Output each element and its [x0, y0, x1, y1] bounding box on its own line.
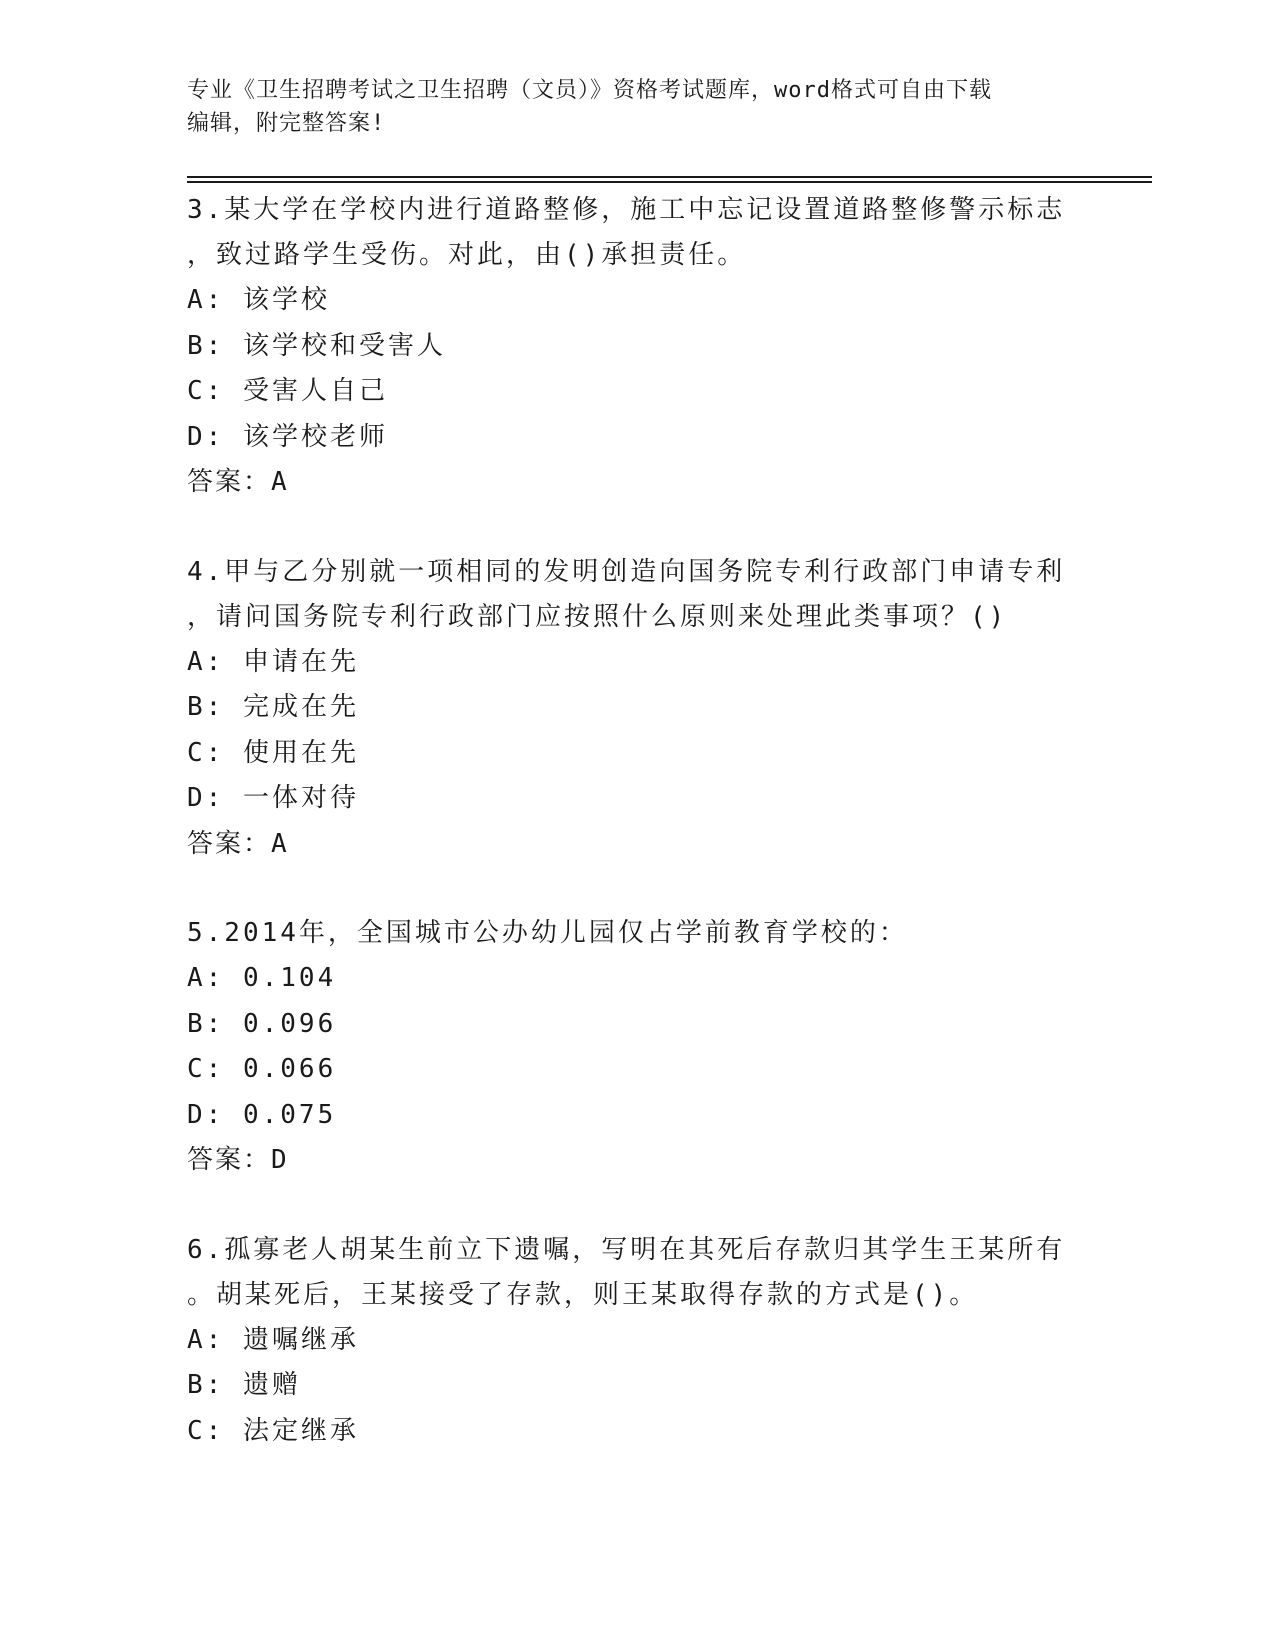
option-a: A: 0.104 [187, 963, 337, 993]
option-c: C: 法定继承 [187, 1415, 359, 1446]
question-stem-line: 5.2014年，全国城市公办幼儿园仅占学前教育学校的： [187, 918, 908, 948]
header-divider-bottom [187, 181, 1152, 183]
document-header [187, 74, 1067, 140]
header-divider-top [187, 176, 1152, 178]
question-5 [187, 911, 1087, 1184]
option-c: C: 0.066 [187, 1054, 337, 1084]
option-d: D: 0.075 [187, 1099, 337, 1130]
option-b: B: 0.096 [187, 1008, 337, 1039]
option-c: C: 使用在先 [187, 737, 359, 768]
option-b: B: 遗赠 [187, 1370, 301, 1400]
question-list [187, 188, 1087, 1498]
option-d: D: 一体对待 [187, 783, 359, 813]
question-stem-line: 6.孤寡老人胡某生前立下遗嘱，写明在其死后存款归其学生王某所有 [187, 1234, 1066, 1265]
option-b: B: 完成在先 [187, 692, 359, 722]
header-line-2: 编辑，附完整答案! [187, 111, 386, 136]
question-4 [187, 550, 1087, 868]
header-line-1: 专业《卫生招聘考试之卫生招聘（文员）》资格考试题库，word格式可自由下载 [187, 78, 992, 103]
option-b: B: 该学校和受害人 [187, 330, 446, 361]
question-stem-line: 4.甲与乙分别就一项相同的发明创造向国务院专利行政部门申请专利 [187, 556, 1066, 587]
option-a: A: 该学校 [187, 285, 330, 315]
answer-line: 答案：A [187, 467, 289, 497]
option-c: C: 受害人自己 [187, 376, 388, 406]
question-3 [187, 188, 1087, 506]
question-stem-line: ，致过路学生受伤。对此，由()承担责任。 [187, 240, 747, 270]
option-d: D: 该学校老师 [187, 421, 388, 452]
option-a: A: 遗嘱继承 [187, 1324, 359, 1355]
question-stem-line: ，请问国务院专利行政部门应按照什么原则来处理此类事项？() [187, 601, 1008, 632]
question-6 [187, 1228, 1087, 1455]
question-stem-line: 3.某大学在学校内进行道路整修，施工中忘记设置道路整修警示标志 [187, 195, 1066, 225]
question-stem-line: 。胡某死后，王某接受了存款，则王某取得存款的方式是()。 [187, 1279, 979, 1310]
answer-line: 答案：A [187, 828, 289, 859]
option-a: A: 申请在先 [187, 646, 359, 677]
answer-line: 答案：D [187, 1145, 289, 1175]
